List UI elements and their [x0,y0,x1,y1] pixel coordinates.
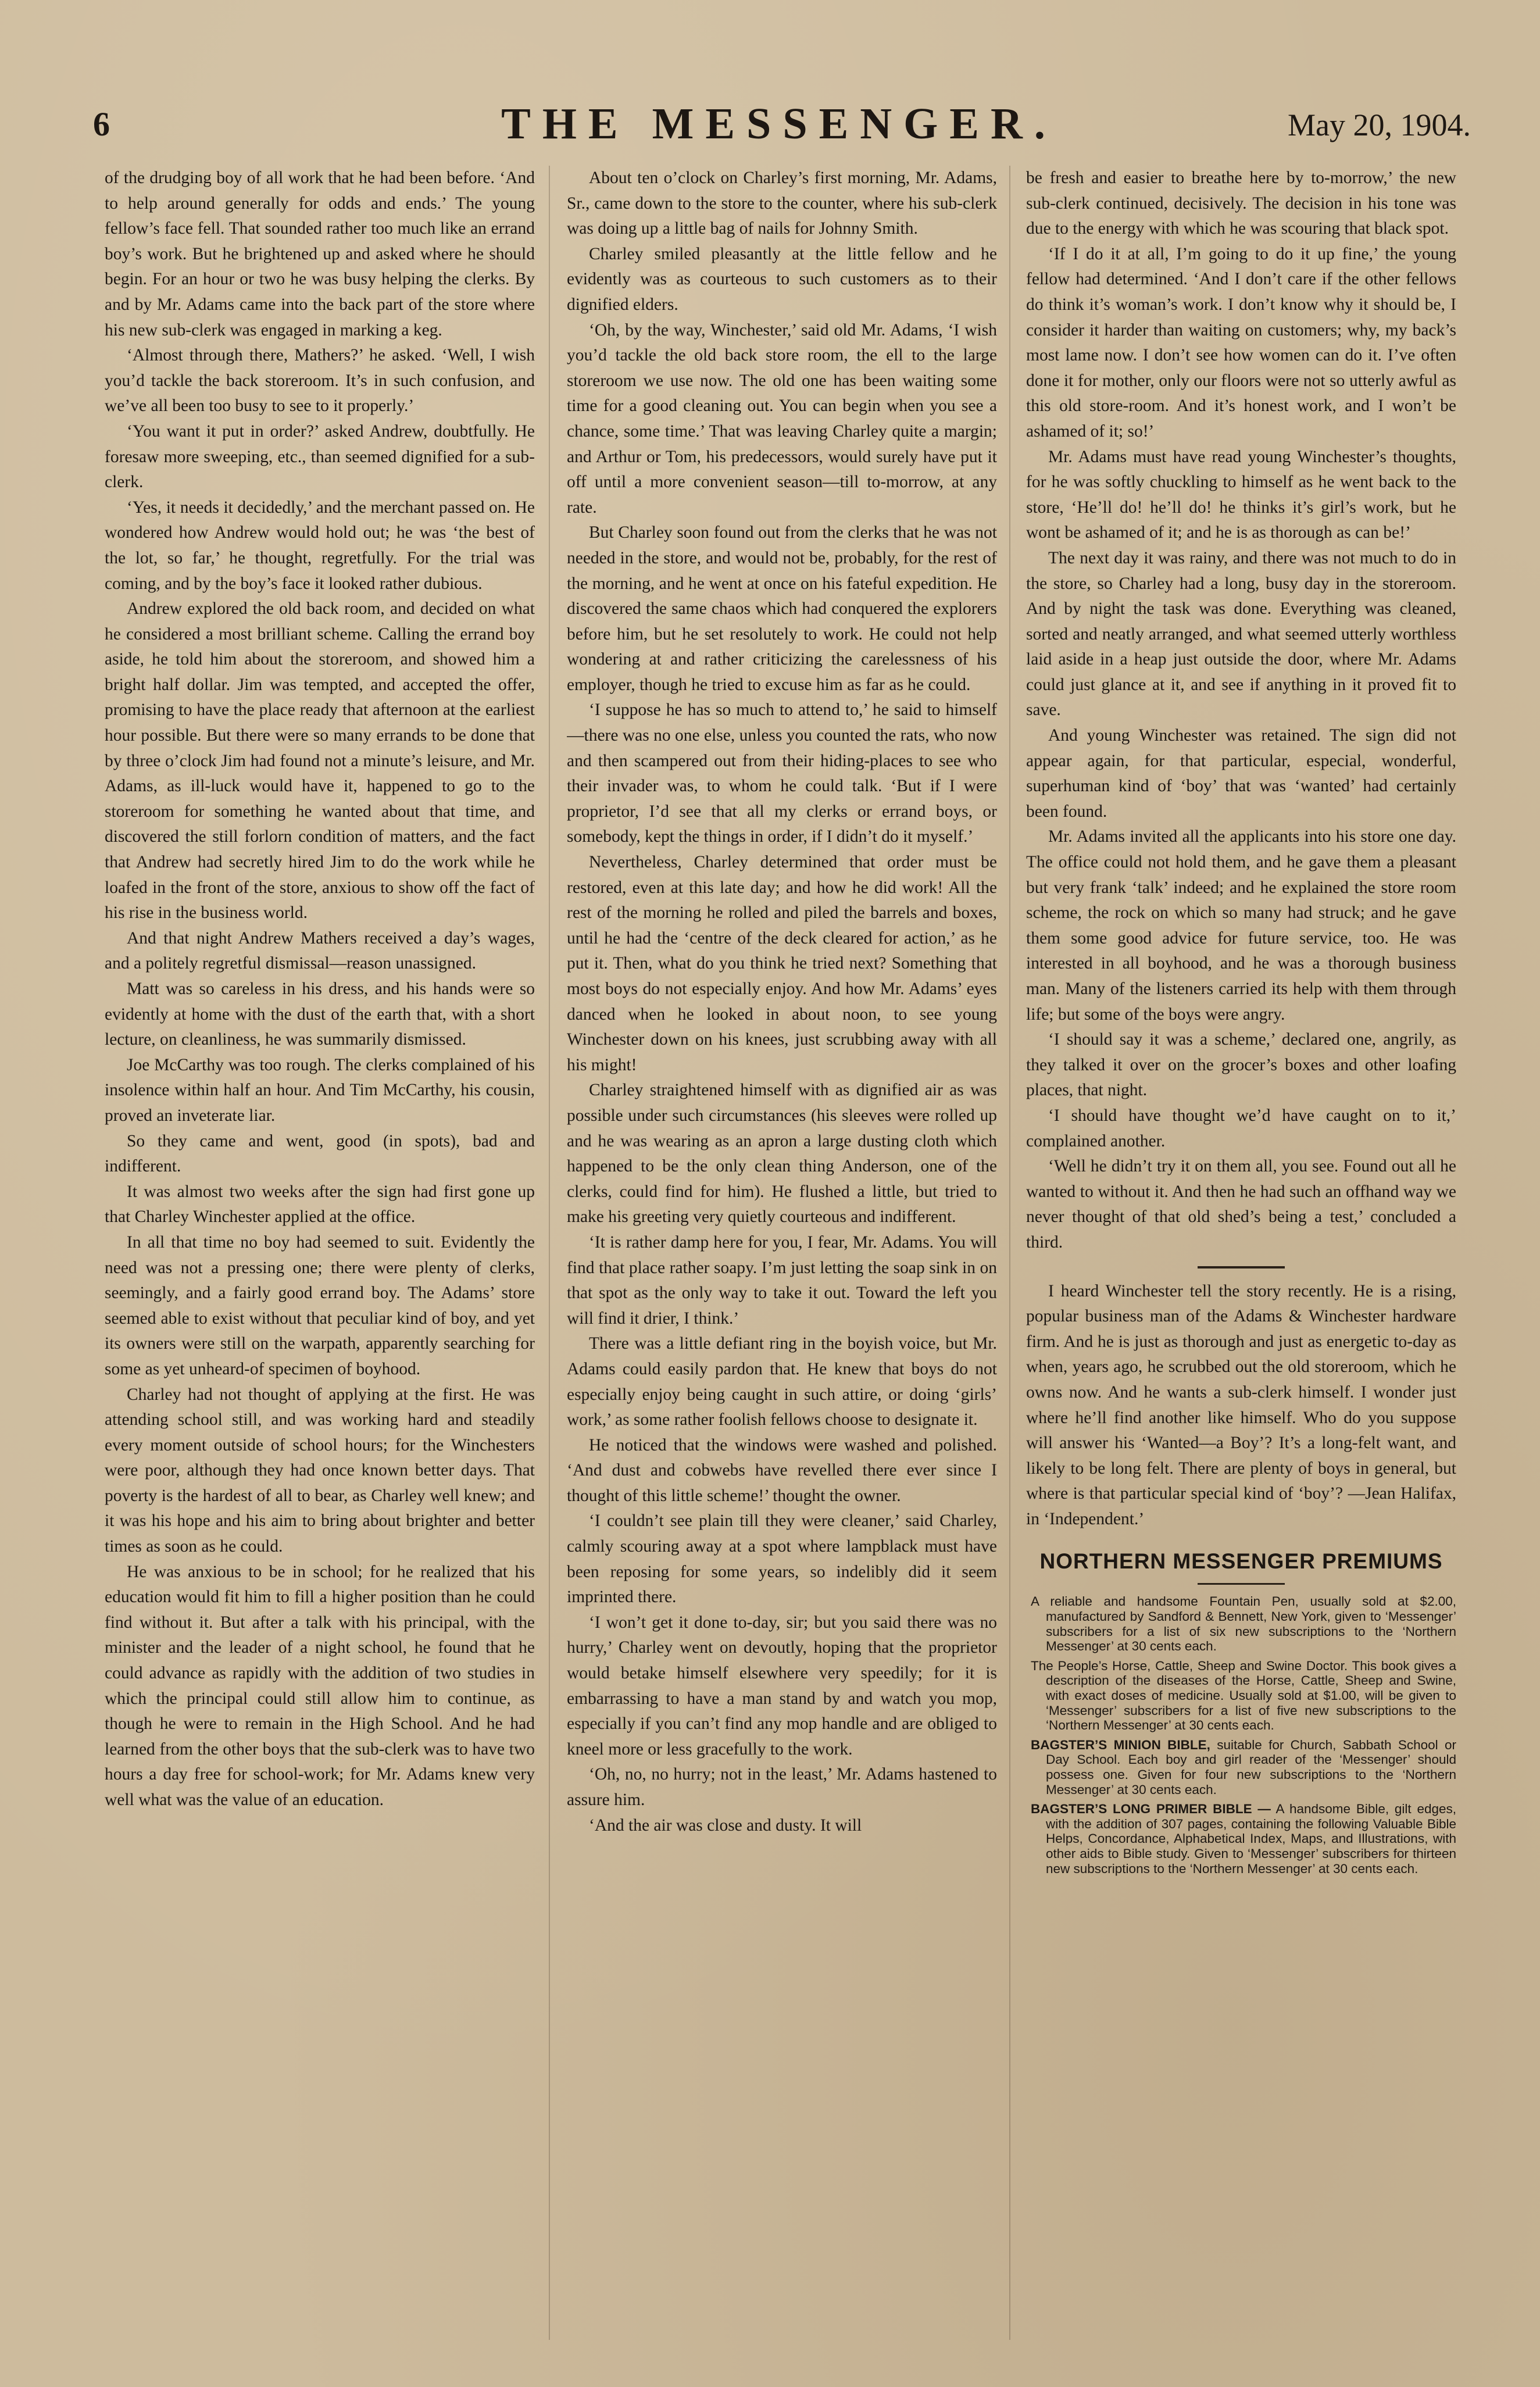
paragraph: ‘I should have thought we’d have caught on to it,’ complained another. [1026,1106,1456,1150]
premium-item [1026,1802,1456,1876]
article-column-2 [567,166,997,2340]
paragraph: There was a little defiant ring in the boyish voice, but Mr. Adams could easily pardon that. He knew that boys do not especially enjoy being caught in such attire, or doing ‘girls’ work,’ as some rather foolish fellows choose to designate it. [567,1334,997,1430]
column-divider [1009,166,1010,2340]
paragraph: So they came and went, good (in spots), bad and indifferent. [105,1131,535,1176]
page-number: 6 [93,105,110,143]
paragraph: Andrew explored the old back room, and decided on what he considered a most brilliant scheme. Calling the errand boy aside, he told him about the storeroom, and showed him a bright half dollar. Jim was tempted, and accepted the offer, promising to have the place ready that afternoon at the earliest hour possible. But there were so many errands to be done that by three o’clock Jim had found not a minute’s leisure, and Mr. Adams, as ill-luck would have it, happened to go to the storeroom for something he wanted about that time, and discovered the still forlorn condition of matters, and the fact that Andrew had secretly hired Jim to do the work while he loafed in the front of the store, anxious to show off the fact of his rise in the business world. [105,599,535,923]
paragraph: ‘I should say it was a scheme,’ declared one, angrily, as they talked it over on the grocer’s boxes and other loafing places, that night. [1026,1030,1456,1100]
paragraph: ‘Yes, it needs it decidedly,’ and the merchant passed on. He wondered how Andrew would hold out; he was ‘the best of the lot, so far,’ he thought, regretfully. For the trial was coming, and by the boy’s face it looked rather dubious. [105,498,535,593]
paragraph: ‘And the air was close and dusty. It will [589,1816,862,1835]
paragraph: The next day it was rainy, and there was not much to do in the store, so Charley had a long, busy day in the storeroom. And by night the task was done. Everything was cleaned, sorted and neatly arranged, and what seemed utterly worthless laid aside in a heap just outside the door, where Mr. Adams could just glance at it, and see if anything in it proved fit to save. [1026,548,1456,720]
issue-date: May 20, 1904. [1288,108,1471,142]
paragraph: ‘I won’t get it done to-day, sir; but you said there was no hurry,’ Charley went on devoutly, hoping that the proprietor would betake himself elsewhere very speedily; for it is embarrassing to have a man stand by and watch you mop, especially if you can’t find any mop handle and are obliged to kneel more or less gracefully to the work. [567,1613,997,1759]
paragraph: ‘Almost through there, Mathers?’ he asked. ‘Well, I wish you’d tackle the back storeroom. It’s in such confusion, and we’ve all been too busy to see to it properly.’ [105,346,535,416]
paragraph: ‘Oh, no, no hurry; not in the least,’ Mr. Adams hastened to assure him. [567,1765,997,1809]
paragraph: ‘You want it put in order?’ asked Andrew, doubtfully. He foresaw more sweeping, etc., than seemed dignified for a sub-clerk. [105,421,535,492]
premium-item [1026,1659,1456,1733]
paragraph: Joe McCarthy was too rough. The clerks complained of his insolence within half an hour. And Tim McCarthy, his cousin, proved an inveterate liar. [105,1055,535,1125]
paragraph: Charley had not thought of applying at the first. He was attending school still, and was working hard and steadily every moment outside of school hours; for the Winchesters were poor, although they had once known better days. That poverty is the hardest of all to bear, as Charley well knew; and it was his hope and his aim to bring about brighter and better times as soon as he could. [105,1385,535,1556]
paragraph: In all that time no boy had seemed to suit. Evidently the need was not a pressing one; there were plenty of clerks, seemingly, and a fairly good errand boy. The Adams’ store seemed able to exist without that peculiar kind of boy, and yet its owners were still on the warpath, apparently searching for some as yet unheard-of specimen of boyhood. [105,1232,535,1378]
premium-text: suitable for Church, Sabbath School or Day School. Each boy and girl reader of the ‘Messenger’ should possess one. Given for four new subscriptions to the ‘Northern Messenger’ at 30 cents each. [1046,1737,1456,1797]
paragraph: ‘I couldn’t see plain till they were cleaner,’ said Charley, calmly scouring away at a spot where lampblack must have been reposing for some years, so indelibly did it seem imprinted there. [567,1511,997,1607]
paragraph: Mr. Adams invited all the applicants into his store one day. The office could not hold them, and he gave them a pleasant but very frank ‘talk’ indeed; and he explained the store room scheme, the rock on which so many had struck; and he gave them some good advice for future service, too. He was interested in all boyhood, and he was a thorough business man. Many of the listeners carried its help with them through life; but some of the boys were angry. [1026,827,1456,1024]
paragraph: Charley straightened himself with as dignified air as was possible under such circumstances (his sleeves were rolled up and he was wearing as an apron a large dusting cloth which happened to be the only clean thing Anderson, one of the clerks, could find for him). He flushed a little, but tried to make his greeting very quietly courteous and indifferent. [567,1081,997,1227]
article-column-3 [1026,166,1456,2340]
masthead-title: THE MESSENGER. [501,99,1057,148]
premium-item [1026,1594,1456,1653]
paragraph: And young Winchester was retained. The sign did not appear again, for that particular, especial, wonderful, superhuman kind of ‘boy’ that was ‘wanted’ had certainly been found. [1026,726,1456,821]
paragraph: Nevertheless, Charley determined that order must be restored, even at this late day; and how he did work! All the rest of the morning he rolled and piled the barrels and boxes, until he had the ‘centre of the deck cleared for action,’ as he put it. Then, what do you think he tried next? Something that most boys do not especially enjoy. And how Mr. Adams’ eyes danced when he looked in about noon, to see young Winchester down on his knees, just scrubbing away with all his might! [567,853,997,1074]
paragraph: He was anxious to be in school; for he realized that his education would fit him to fill a higher position than he could find without it. But after a talk with his principal, with the minister and the leader of a night school, he found that he could advance as rapidly with the addition of two studies in which the principal could still allow him to continue, as though he were to remain in the High School. And he had learned from the other boys that the sub-clerk was to have two hours a day free for school-work; for Mr. Adams knew very well what was the value of an education. [105,1562,535,1809]
premium-lead: BAGSTER’S MINION BIBLE, [1031,1737,1210,1752]
premiums-heading: NORTHERN MESSENGER PREMIUMS [1039,1549,1443,1574]
paragraph: I heard Winchester tell the story recently. He is a rising, popular business man of the Adams & Winchester hardware firm. And he is just as thorough and just as energetic to-day as when, years ago, he scrubbed out the old storeroom, which he owns now. And he wants a sub-clerk himself. I wonder just where he’ll find another like himself. Who do you suppose will answer his ‘Wanted—a Boy’? It’s a long-felt want, and likely to be long felt. There are plenty of boys in general, but where is that particular special kind of ‘boy’? —Jean Halifax, in ‘Independent.’ [1026,1281,1456,1528]
paragraph: ‘Oh, by the way, Winchester,’ said old Mr. Adams, ‘I wish you’d tackle the old back store room, the ell to the large storeroom we use now. The old one has been waiting some time for a good cleaning out. You can begin when you see a chance, some time.’ That was leaving Charley quite a margin; and Arthur or Tom, his predecessors, would surely have put it off until a more convenient season—till to-morrow, at any rate. [567,320,997,517]
paragraph: Matt was so careless in his dress, and his hands were so evidently at home with the dust of the earth that, with a short lecture, on cleanliness, he was summarily dismissed. [105,980,535,1049]
paragraph: ‘I suppose he has so much to attend to,’ he said to himself—there was no one else, unless you counted the rats, who now and then scampered out from their hiding-places to see who their invader was, to whom he could talk. ‘But if I were proprietor, I’d see that all my clerks or errand boys, or somebody, kept the things in order, if I didn’t do it myself.’ [567,701,997,846]
page-header [87,99,1471,151]
paragraph: Mr. Adams must have read young Winchester’s thoughts, for he was softly chuckling to himself as he went back to the store, ‘He’ll do! he’ll do! he thinks it’s girl’s work, but he wont be ashamed of it; and he is as thorough as can be!’ [1026,447,1456,542]
paragraph: ‘Well he didn’t try it on them all, you see. Found out all he wanted to without it. And then he had such an offhand way we never thought of that old shed’s being a test,’ concluded a third. [1026,1157,1456,1252]
paragraph: of the drudging boy of all work that he had been before. ‘And to help around generally for odds and ends.’ The young fellow’s face fell. That sounded rather too much like an errand boy’s work. But he brightened up and asked where he should begin. For an hour or two he was busy helping the clerks. By and by Mr. Adams came into the back part of the store where his new sub-clerk was engaged in marking a keg. [105,169,535,340]
premium-text: The People’s Horse, Cattle, Sheep and Swine Doctor. This book gives a description of the diseases of the Horse, Cattle, Sheep and Swine, with exact doses of medicine. Usually sold at $1.00, will be given to ‘Messenger’ subscribers for a list of five new subscriptions to the ‘Northern Messenger’ at 30 cents each. [1031,1658,1456,1733]
section-rule [1198,1266,1285,1268]
paragraph: Charley smiled pleasantly at the little fellow and he evidently was as courteous to such customers as to their dignified elders. [567,244,997,314]
article-column-1 [105,166,535,2340]
premium-text: A reliable and handsome Fountain Pen, usually sold at $2.00, manufactured by Sandford & Bennett, New York, given to ‘Messenger’ subscribers for a list of six new subscriptions to the ‘Northern Messenger’ at 30 cents each. [1031,1594,1456,1654]
premium-item [1026,1738,1456,1797]
premium-text: A handsome Bible, gilt edges, with the addition of 307 pages, containing the following Valuable Bible Helps, Concordance, Alphabetical Index, Maps, and Illustrations, with other aids to Bible study. Given to ‘Messenger’ subscribers for thirteen new subscriptions to the ‘Northern Messenger’ at 30 cents each. [1046,1802,1456,1876]
paragraph: But Charley soon found out from the clerks that he was not needed in the store, and would not be, probably, for the rest of the morning, and he went at once on his fateful expedition. He discovered the same chaos which had conquered the explorers before him, but he set resolutely to work. He could not help wondering at and rather criticizing the carelessness of his employer, though he tried to excuse him as far as he could. [567,523,997,694]
paragraph: be fresh and easier to breathe here by to-morrow,’ the new sub-clerk continued, decisively. The decision in his tone was due to the energy with which he was scouring that black spot. [1026,169,1456,238]
paragraph: He noticed that the windows were washed and polished. ‘And dust and cobwebs have revelled there ever since I thought of this little scheme!’ thought the owner. [567,1435,997,1505]
premiums-rule [1198,1583,1285,1585]
paragraph: ‘If I do it at all, I’m going to do it up fine,’ the young fellow had determined. ‘And I don’t care if the other fellows do think it’s woman’s work. I don’t know why it should be, I consider it harder than waiting on customers; why, my back’s most lame now. I don’t see how women can do it. I’ve often done it for mother, only our floors were not so utterly awful as this old store-room. And it’s honest work, and I won’t be ashamed of it; so!’ [1026,244,1456,441]
paragraph: It was almost two weeks after the sign had first gone up that Charley Winchester applied at the office. [105,1182,535,1227]
paragraph: About ten o’clock on Charley’s first morning, Mr. Adams, Sr., came down to the store to the counter, where his sub-clerk was doing up a little bag of nails for Johnny Smith. [567,169,997,238]
premium-lead: BAGSTER’S LONG PRIMER BIBLE — [1031,1802,1271,1817]
column-divider [549,166,550,2340]
paragraph: And that night Andrew Mathers received a day’s wages, and a politely regretful dismissal—reason unassigned. [105,928,535,973]
paragraph: ‘It is rather damp here for you, I fear, Mr. Adams. You will find that place rather soapy. I’m just letting the soap sink in on that spot as the only way to take it out. Toward the left you will find it drier, I think.’ [567,1232,997,1328]
